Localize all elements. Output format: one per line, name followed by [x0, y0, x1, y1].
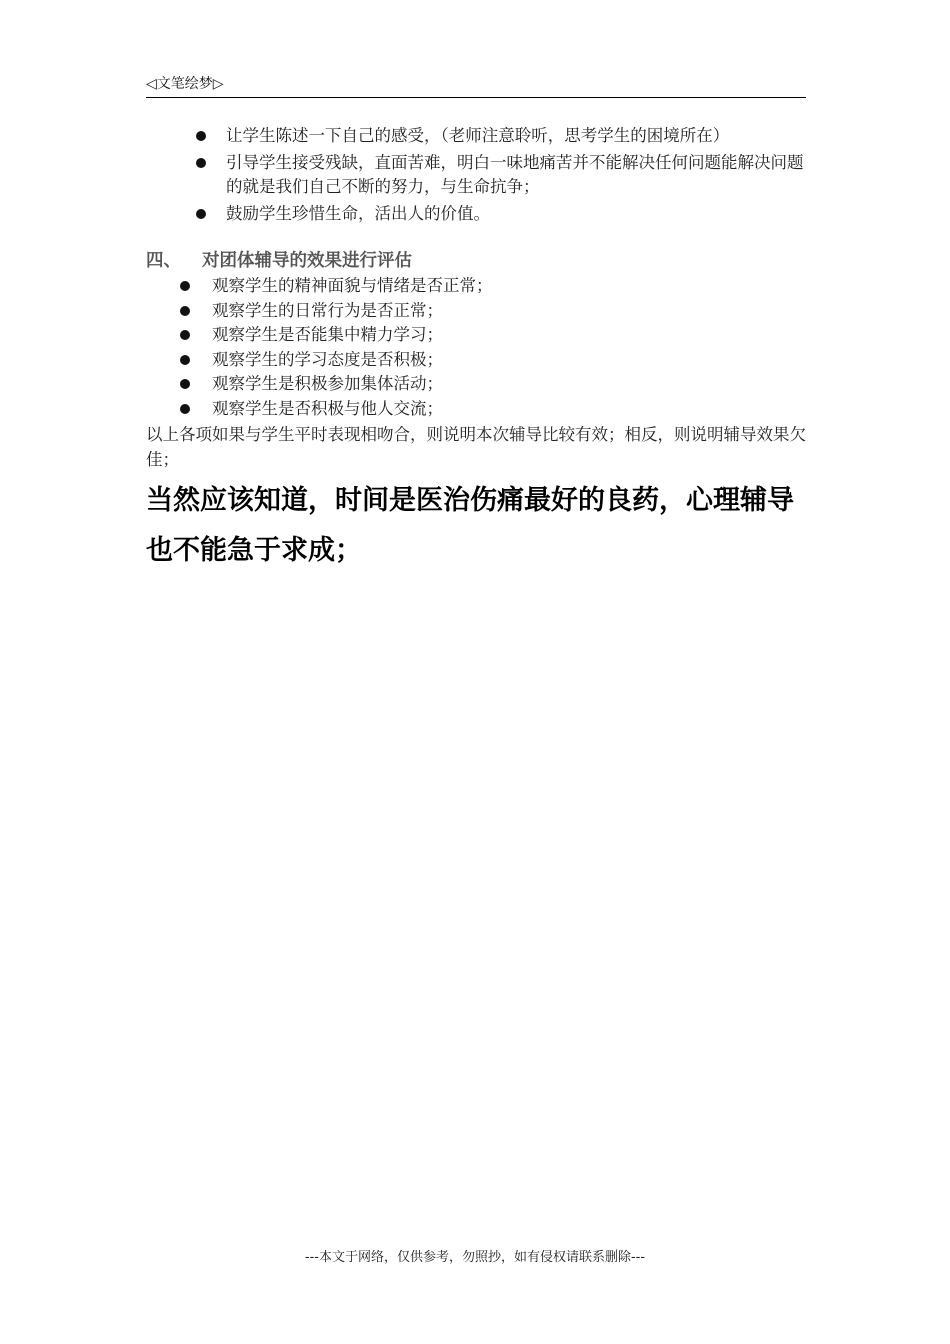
- bullet-icon: [196, 209, 206, 219]
- section-heading: [146, 248, 412, 274]
- list-item: [0, 151, 806, 200]
- list-item-text: 观察学生是否积极与他人交流；: [212, 398, 443, 418]
- list-item: [0, 348, 806, 373]
- bullet-icon: [196, 158, 206, 168]
- page-footer: ---本文于网络，仅供参考，勿照抄，如有侵权请联系删除---: [304, 1250, 646, 1265]
- section-number: 四、: [146, 251, 181, 271]
- list-item-text: 观察学生的学习态度是否积极；: [212, 349, 443, 369]
- list-item-text: 观察学生的精神面貌与情绪是否正常；: [212, 276, 493, 295]
- page-header: ◁文笔绘梦▷: [146, 76, 224, 92]
- list-item-text: 让学生陈述一下自己的感受，（老师注意聆听，思考学生的困境所在）: [226, 126, 730, 145]
- section-title: 对团体辅导的效果进行评估: [202, 251, 412, 271]
- bullet-icon: [180, 379, 190, 389]
- list-item: [0, 202, 806, 227]
- conclusion-heading: 当然应该知道，时间是医治伤痛最好的良药，心理辅导也不能急于求成；: [146, 485, 794, 566]
- bullet-icon: [180, 281, 190, 291]
- summary-paragraph: 以上各项如果与学生平时表现相吻合，则说明本次辅导比较有效；相反，则说明辅导效果欠佳；: [146, 425, 806, 469]
- list-item-text: 观察学生是否能集中精力学习；: [212, 325, 443, 344]
- list-item: [0, 124, 806, 149]
- bullet-icon: [180, 306, 190, 316]
- list-item: [0, 274, 806, 299]
- list-item-text: 观察学生的日常行为是否正常；: [212, 300, 443, 320]
- evaluation-list: [0, 274, 950, 421]
- bullet-icon: [180, 355, 190, 365]
- bullet-icon: [180, 330, 190, 340]
- intro-list: [0, 124, 950, 228]
- list-item-text: 观察学生是积极参加集体活动；: [212, 374, 443, 393]
- list-item-text: 鼓励学生珍惜生命，活出人的价值。: [226, 203, 490, 223]
- list-item: [0, 372, 806, 397]
- list-item: [0, 397, 806, 422]
- header-divider: [146, 97, 806, 98]
- bullet-icon: [196, 131, 206, 141]
- list-item: [0, 323, 806, 348]
- list-item: [0, 299, 806, 324]
- list-item-text: 引导学生接受残缺，直面苦难，明白一味地痛苦并不能解决任何问题能解决问题的就是我们自己不断的努力，与生命抗争；: [226, 152, 804, 196]
- bullet-icon: [180, 404, 190, 414]
